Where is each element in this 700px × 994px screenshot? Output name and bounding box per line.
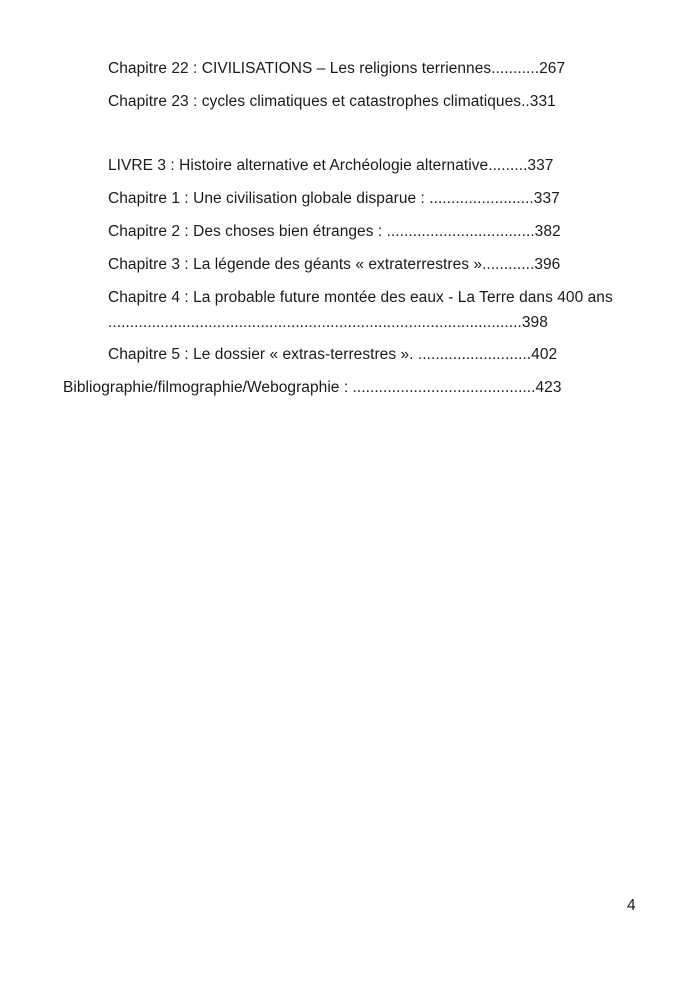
toc-entry-livre-3-chapitre-2: Chapitre 2 : Des choses bien étranges : ..................................382 (108, 223, 561, 240)
toc-entry-livre-3-chapitre-3: Chapitre 3 : La légende des géants « extraterrestres »............396 (108, 256, 561, 273)
toc-entry-livre-3-chapitre-5: Chapitre 5 : Le dossier « extras-terrestres ». ..........................402 (108, 346, 558, 363)
toc-entry-bibliographie: Bibliographie/filmographie/Webographie : ..........................................423 (63, 379, 562, 396)
toc-entry-chapitre-22: Chapitre 22 : CIVILISATIONS – Les religions terriennes...........267 (108, 60, 566, 77)
toc-entry-livre-3-chapitre-4-leader: ...............................................................................................398 (108, 314, 548, 331)
toc-entry-livre-3-chapitre-4-title: Chapitre 4 : La probable future montée des eaux - La Terre dans 400 ans (108, 289, 613, 306)
toc-entry-livre-3-chapitre-1: Chapitre 1 : Une civilisation globale disparue : ........................337 (108, 190, 560, 207)
toc-entry-livre-3: LIVRE 3 : Histoire alternative et Archéologie alternative.........337 (108, 157, 554, 174)
page-number: 4 (627, 897, 636, 914)
toc-entry-chapitre-23: Chapitre 23 : cycles climatiques et catastrophes climatiques..331 (108, 93, 556, 110)
